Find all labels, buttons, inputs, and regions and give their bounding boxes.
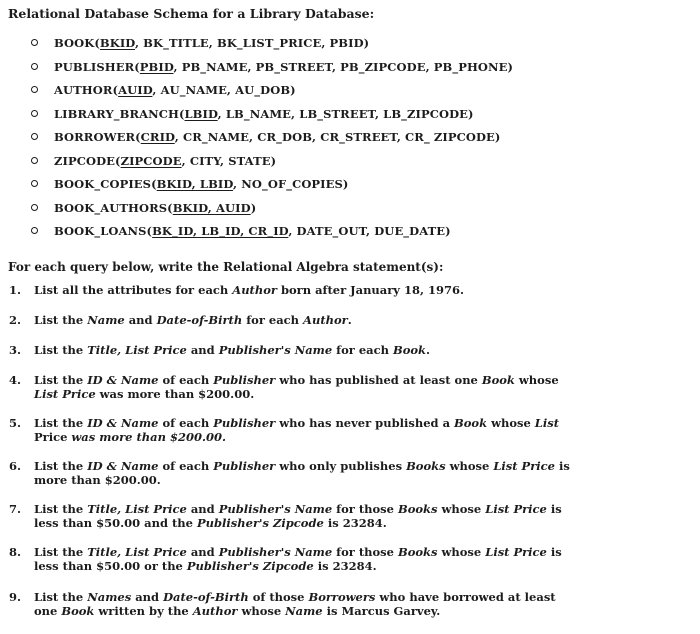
questions-intro: For each query below, write the Relational Algebra statement(s): (8, 260, 444, 274)
schema-item (0, 33, 700, 57)
bullet-icon (31, 133, 38, 140)
question-line: List the ID & Name of each Publisher who has published at least one Book whose (34, 373, 559, 387)
bullet-icon (31, 180, 38, 187)
schema-relation: BOOK_AUTHORS(BKID, AUID) (54, 200, 257, 215)
question-number: 2. (9, 313, 22, 327)
schema-item (0, 174, 700, 198)
schema-list (0, 33, 700, 245)
schema-item (0, 80, 700, 104)
question-line: less than $50.00 and the Publisher's Zipcode is 23284. (34, 516, 387, 530)
question-line: List the ID & Name of each Publisher who only publishes Books whose List Price is (34, 459, 570, 473)
question-text (34, 283, 684, 297)
question-line: List the Title, List Price and Publisher's Name for those Books whose List Price is (34, 545, 562, 559)
bullet-icon (31, 39, 38, 46)
question-text (34, 373, 684, 401)
question-line: List Price was more than $200.00. (34, 387, 255, 401)
question-line: more than $200.00. (34, 473, 161, 487)
question-line: List the Title, List Price and Publisher's Name for those Books whose List Price is (34, 502, 562, 516)
bullet-icon (31, 227, 38, 234)
question-text (34, 590, 684, 618)
schema-relation: BORROWER(CRID, CR_NAME, CR_DOB, CR_STREET, CR_ ZIPCODE) (54, 130, 501, 144)
question-number: 7. (9, 502, 22, 516)
bullet-icon (31, 110, 38, 117)
schema-relation: BOOK_COPIES(BKID, LBID, NO_OF_COPIES) (54, 177, 349, 191)
question-number: 9. (9, 590, 22, 604)
schema-item (0, 198, 700, 222)
question-text (34, 343, 684, 357)
question-number: 8. (9, 545, 22, 559)
question-text (34, 545, 684, 573)
question-number: 3. (9, 343, 22, 357)
bullet-icon (31, 157, 38, 164)
schema-relation: BOOK(BKID, BK_TITLE, BK_LIST_PRICE, PBID) (54, 36, 370, 50)
bullet-icon (31, 86, 38, 93)
question-text (34, 502, 684, 530)
question-text (34, 313, 684, 327)
question-number: 5. (9, 416, 22, 430)
question-line: one Book written by the Author whose Name is Marcus Garvey. (34, 604, 441, 618)
question-line: List the Names and Date-of-Birth of those Borrowers who have borrowed at least (34, 590, 556, 604)
question-line: List the ID & Name of each Publisher who has never published a Book whose List (34, 416, 560, 430)
question-number: 4. (9, 373, 22, 387)
question-text (34, 459, 684, 487)
question-line: List the Title, List Price and Publisher's Name for each Book. (34, 343, 431, 357)
question-line: List all the attributes for each Author born after January 18, 1976. (34, 283, 465, 297)
bullet-icon (31, 204, 38, 211)
question-text (34, 416, 684, 444)
schema-item (0, 151, 700, 175)
schema-item (0, 127, 700, 151)
bullet-icon (31, 63, 38, 70)
question-line: List the Name and Date-of-Birth for each Author. (34, 313, 352, 327)
schema-relation: LIBRARY_BRANCH(LBID, LB_NAME, LB_STREET, LB_ZIPCODE) (54, 106, 474, 121)
question-number: 1. (9, 283, 22, 297)
schema-relation: BOOK_LOANS(BK_ID, LB_ID, CR_ID, DATE_OUT, DUE_DATE) (54, 224, 451, 238)
schema-item (0, 221, 700, 245)
schema-relation: AUTHOR(AUID, AU_NAME, AU_DOB) (54, 83, 296, 97)
schema-item (0, 104, 700, 128)
schema-title: Relational Database Schema for a Library Database: (8, 6, 375, 21)
question-number: 6. (9, 459, 22, 473)
schema-relation: ZIPCODE(ZIPCODE, CITY, STATE) (54, 153, 277, 168)
question-line: less than $50.00 or the Publisher's Zipcode is 23284. (34, 559, 377, 573)
schema-relation: PUBLISHER(PBID, PB_NAME, PB_STREET, PB_ZIPCODE, PB_PHONE) (54, 59, 514, 74)
question-line: Price was more than $200.00. (34, 430, 226, 444)
schema-item (0, 57, 700, 81)
